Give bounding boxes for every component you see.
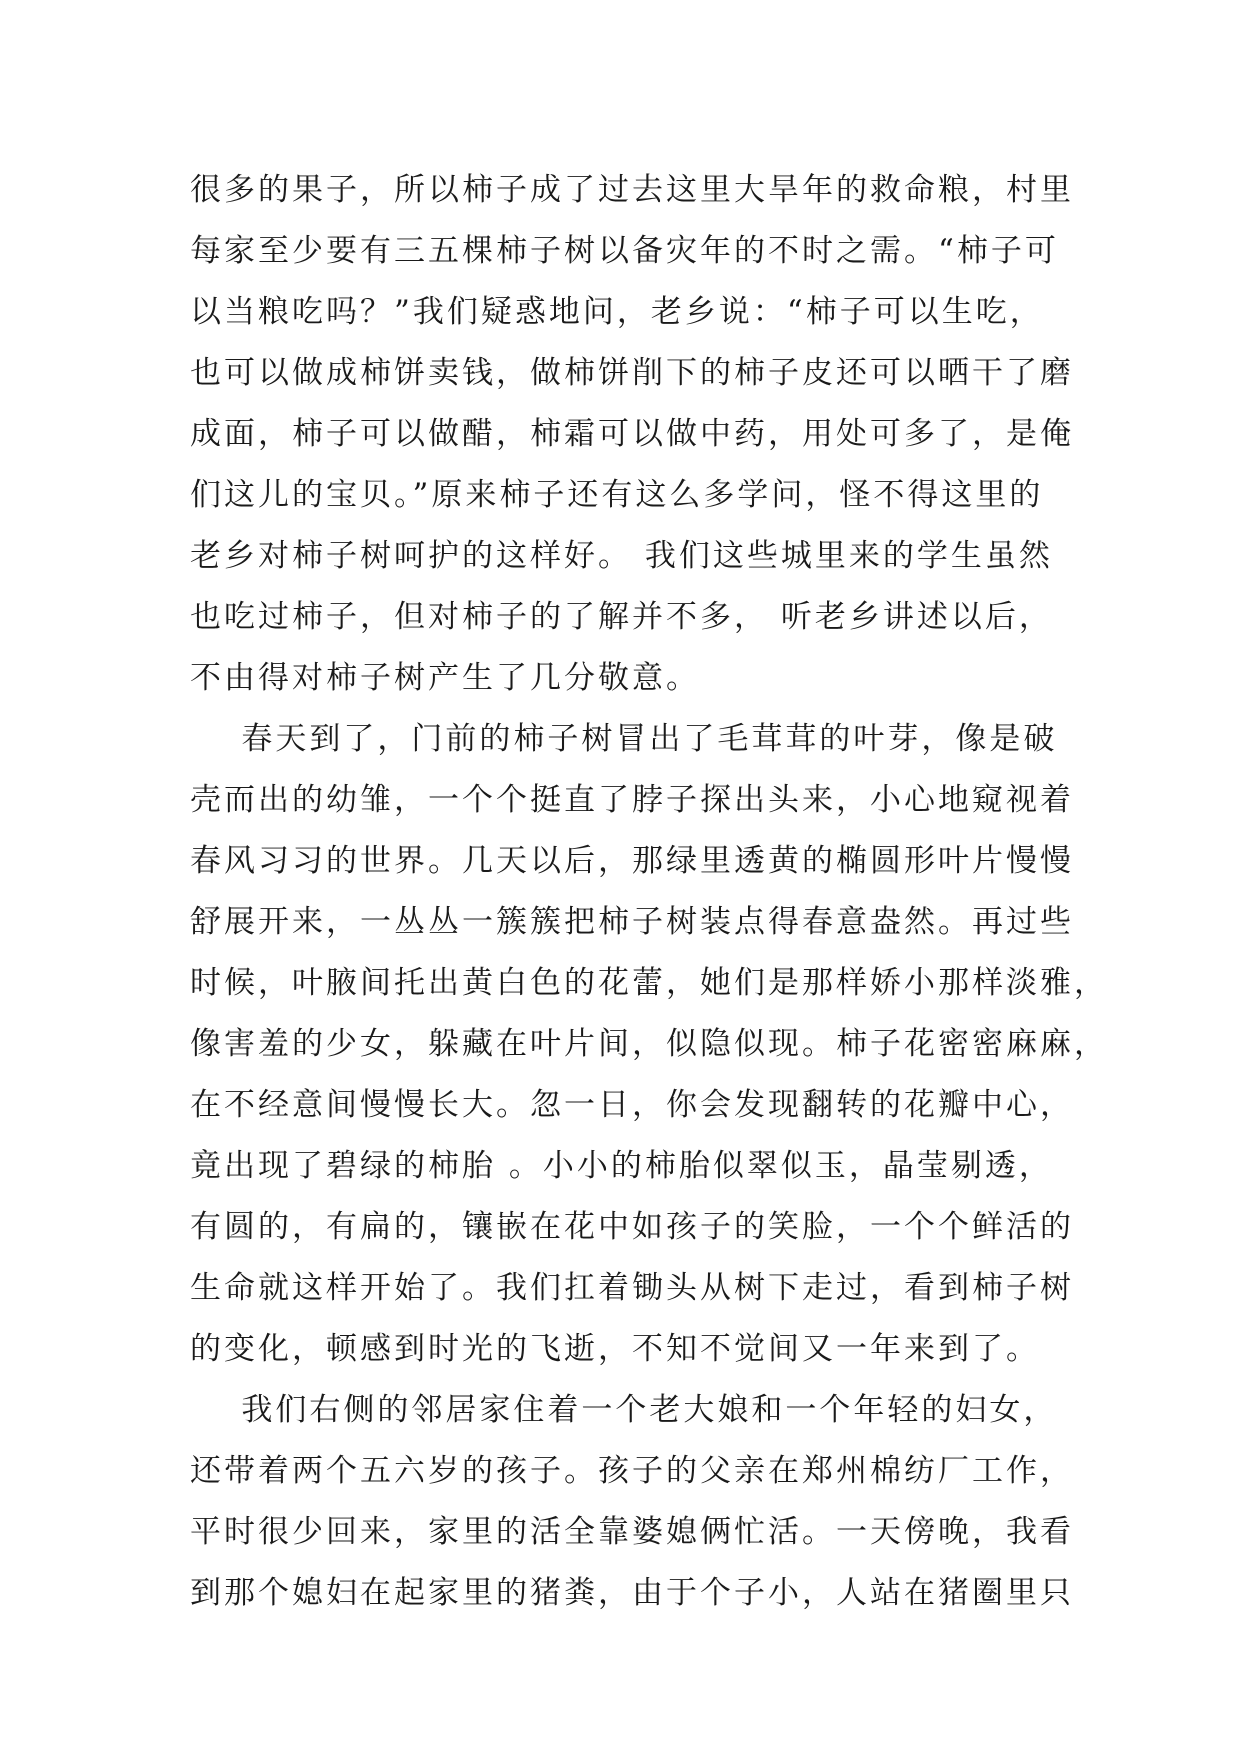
paragraph-start-line: 春天到了，门前的柿子树冒出了毛茸茸的叶芽，像是破 bbox=[190, 721, 1058, 757]
text-line: 还带着两个五六岁的孩子。孩子的父亲在郑州棉纺厂工作， bbox=[190, 1453, 1074, 1489]
text-line: 也可以做成柿饼卖钱，做柿饼削下的柿子皮还可以晒干了磨 bbox=[190, 355, 1074, 391]
text-line: 的变化，顿感到时光的飞逝，不知不觉间又一年来到了。 bbox=[190, 1331, 1040, 1367]
text-line: 时候，叶腋间托出黄白色的花蕾，她们是那样娇小那样淡雅， bbox=[190, 965, 1108, 1001]
text-line: 有圆的，有扁的，镶嵌在花中如孩子的笑脸，一个个鲜活的 bbox=[190, 1209, 1074, 1245]
text-line: 老乡对柿子树呵护的这样好。 我们这些城里来的学生虽然 bbox=[190, 538, 1053, 574]
text-line: 成面，柿子可以做醋，柿霜可以做中药，用处可多了，是俺 bbox=[190, 416, 1074, 452]
text-line: 很多的果子，所以柿子成了过去这里大旱年的救命粮，村里 bbox=[190, 172, 1074, 208]
text-line: 不由得对柿子树产生了几分敬意。 bbox=[190, 660, 700, 696]
body-text bbox=[190, 160, 1108, 1624]
text-line: 每家至少要有三五棵柿子树以备灾年的不时之需。“柿子可 bbox=[190, 233, 1059, 269]
text-line: 也吃过柿子，但对柿子的了解并不多， 听老乡讲述以后， bbox=[190, 599, 1053, 635]
text-line: 以当粮吃吗？”我们疑惑地问，老乡说：“柿子可以生吃， bbox=[190, 294, 1044, 330]
text-line: 平时很少回来，家里的活全靠婆媳俩忙活。一天傍晚，我看 bbox=[190, 1514, 1074, 1550]
text-line: 壳而出的幼雏，一个个挺直了脖子探出头来，小心地窥视着 bbox=[190, 782, 1074, 818]
text-line: 春风习习的世界。几天以后，那绿里透黄的椭圆形叶片慢慢 bbox=[190, 843, 1074, 879]
text-line: 生命就这样开始了。我们扛着锄头从树下走过，看到柿子树 bbox=[190, 1270, 1074, 1306]
text-line: 们这儿的宝贝。”原来柿子还有这么多学问，怪不得这里的 bbox=[190, 477, 1044, 513]
paragraph-start-line: 我们右侧的邻居家住着一个老大娘和一个年轻的妇女， bbox=[190, 1392, 1058, 1428]
text-line: 竟出现了碧绿的柿胎 。小小的柿胎似翠似玉，晶莹剔透， bbox=[190, 1148, 1053, 1184]
text-line: 到那个媳妇在起家里的猪粪，由于个子小，人站在猪圈里只 bbox=[190, 1575, 1074, 1611]
text-line: 在不经意间慢慢长大。忽一日，你会发现翻转的花瓣中心， bbox=[190, 1087, 1074, 1123]
text-line: 像害羞的少女，躲藏在叶片间，似隐似现。柿子花密密麻麻， bbox=[190, 1026, 1108, 1062]
text-line: 舒展开来，一丛丛一簇簇把柿子树装点得春意盎然。再过些 bbox=[190, 904, 1074, 940]
